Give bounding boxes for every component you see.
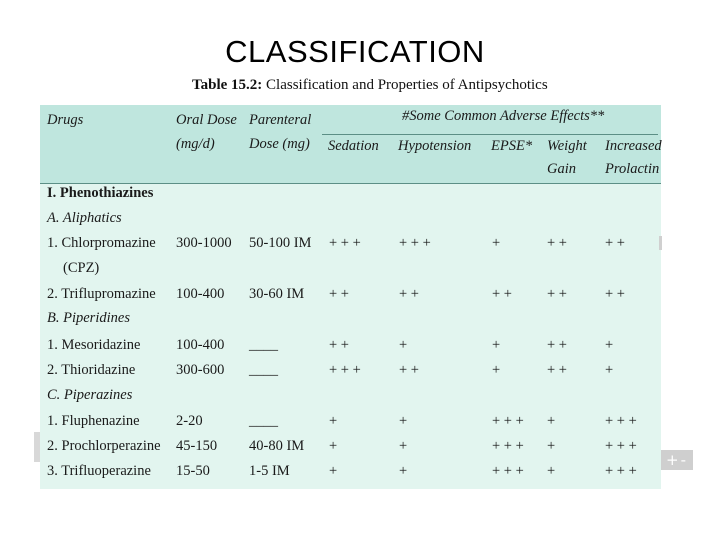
cell-prl: + + + xyxy=(605,463,637,479)
cell-sed: + xyxy=(329,413,338,429)
drug-name: 2. Triflupromazine xyxy=(47,286,156,302)
header-divider xyxy=(40,183,661,184)
cell-oral: 100-400 xyxy=(176,337,225,353)
cell-hyp: + xyxy=(399,337,408,353)
cell-wt: + xyxy=(547,438,556,454)
cell-wt: + + xyxy=(547,362,567,378)
cell-wt: + + xyxy=(547,337,567,353)
drug-name: 3. Trifluoperazine xyxy=(47,463,151,479)
cell-oral: 300-1000 xyxy=(176,235,232,251)
cell-epse: + + + xyxy=(492,463,524,479)
cell-epse: + + + xyxy=(492,438,524,454)
cell-sed: + + xyxy=(329,286,349,302)
cell-prl: + + xyxy=(605,286,625,302)
cell-wt: + xyxy=(547,463,556,479)
cell-epse: + xyxy=(492,235,501,251)
row-group-label: A. Aliphatics xyxy=(47,210,122,226)
cell-sed: + + + xyxy=(329,362,361,378)
cell-hyp: + + + xyxy=(399,235,431,251)
cell-prl: + xyxy=(605,337,614,353)
col-header-oral-dose-unit: (mg/d) xyxy=(176,136,215,152)
cell-hyp: + xyxy=(399,438,408,454)
drug-name: 2. Thioridazine xyxy=(47,362,136,378)
drug-name: 1. Chlorpromazine xyxy=(47,235,156,251)
drug-name: 1. Fluphenazine xyxy=(47,413,140,429)
cell-hyp: + + xyxy=(399,362,419,378)
cell-hyp: + xyxy=(399,463,408,479)
cell-sed: + xyxy=(329,438,338,454)
table-caption-text: Classification and Properties of Antipsychotics xyxy=(262,77,548,93)
col-header-weight-gain: Weight xyxy=(547,138,587,154)
cell-prl: + xyxy=(605,362,614,378)
cell-epse: + + + xyxy=(492,413,524,429)
row-group-label: B. Piperidines xyxy=(47,310,130,326)
cell-wt: + + xyxy=(547,286,567,302)
cell-wt: + xyxy=(547,413,556,429)
cell-epse: + xyxy=(492,337,501,353)
cell-sed: + xyxy=(329,463,338,479)
cell-par: 50-100 IM xyxy=(249,235,312,251)
col-header-epse: EPSE* xyxy=(491,138,533,154)
adverse-effects-divider xyxy=(322,134,658,135)
cell-par: ____ xyxy=(249,362,278,378)
cell-par: ____ xyxy=(249,337,278,353)
cell-par: 40-80 IM xyxy=(249,438,305,454)
cell-sed: + + + xyxy=(329,235,361,251)
cell-prl: + + xyxy=(605,235,625,251)
table-caption-label: Table 15.2: xyxy=(192,77,263,93)
cell-epse: + + xyxy=(492,286,512,302)
cell-prl: + + + xyxy=(605,413,637,429)
cell-par: ____ xyxy=(249,413,278,429)
cell-oral: 100-400 xyxy=(176,286,225,302)
row-group-label: I. Phenothiazines xyxy=(47,185,154,201)
col-header-sedation: Sedation xyxy=(328,138,379,154)
col-header-hypotension: Hypotension xyxy=(398,138,472,154)
zoom-control[interactable]: +- xyxy=(661,450,693,470)
cell-oral: 2-20 xyxy=(176,413,203,429)
row-group-label: C. Piperazines xyxy=(47,387,133,403)
cell-oral: 300-600 xyxy=(176,362,225,378)
col-header-adverse-effects: #Some Common Adverse Effects** xyxy=(402,108,605,124)
cell-hyp: + + xyxy=(399,286,419,302)
drug-name-abbrev: (CPZ) xyxy=(63,260,100,276)
antipsychotics-table xyxy=(40,105,661,489)
col-header-parenteral-unit: Dose (mg) xyxy=(249,136,310,152)
slide-title: CLASSIFICATION xyxy=(225,34,485,69)
cell-oral: 45-150 xyxy=(176,438,218,454)
left-edge-marker xyxy=(34,432,40,462)
table-caption xyxy=(192,77,548,94)
cell-oral: 15-50 xyxy=(176,463,210,479)
col-header-drugs: Drugs xyxy=(47,112,84,128)
cell-hyp: + xyxy=(399,413,408,429)
drug-name: 2. Prochlorperazine xyxy=(47,438,161,454)
col-header-oral-dose: Oral Dose xyxy=(176,112,237,128)
right-edge-marker xyxy=(659,236,662,250)
cell-sed: + + xyxy=(329,337,349,353)
cell-par: 1-5 IM xyxy=(249,463,290,479)
col-header-prolactin: Increased xyxy=(605,138,662,154)
drug-name: 1. Mesoridazine xyxy=(47,337,141,353)
col-header-weight-gain-2: Gain xyxy=(547,161,576,177)
col-header-prolactin-2: Prolactin xyxy=(605,161,660,177)
cell-epse: + xyxy=(492,362,501,378)
col-header-parenteral: Parenteral xyxy=(249,112,312,128)
cell-par: 30-60 IM xyxy=(249,286,305,302)
cell-prl: + + + xyxy=(605,438,637,454)
cell-wt: + + xyxy=(547,235,567,251)
